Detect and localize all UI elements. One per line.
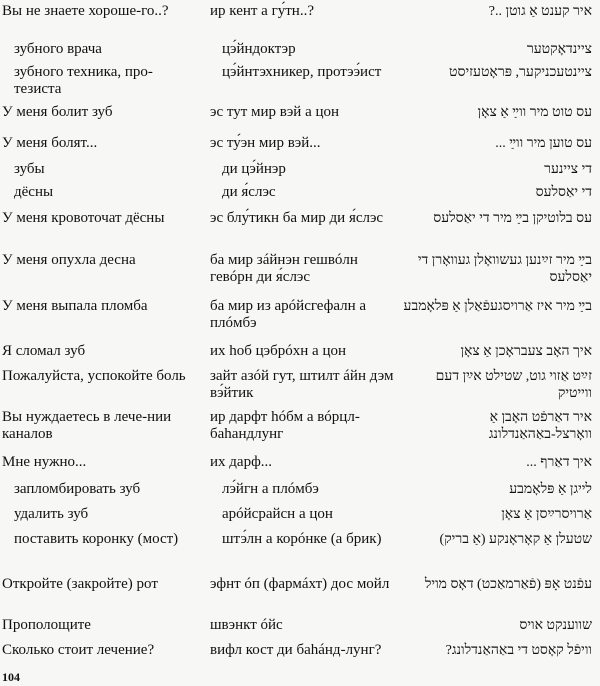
russian-phrase: Вы нуждаетесь в лече-нии каналов — [2, 409, 172, 442]
russian-phrase: У меня болит зуб — [2, 104, 113, 120]
russian-phrase: зубного врача — [14, 41, 102, 57]
transliteration: ир кент а гу́тн..? — [210, 3, 314, 19]
transliteration: ир дарфт hóбм а вóрцл-баhандлунг — [210, 409, 360, 442]
russian-phrase: Я сломал зуб — [2, 343, 86, 359]
yiddish-phrase: וויפֿל קאָסט די באַהאַנדלונג? — [445, 643, 592, 658]
yiddish-phrase: די יאַסלעס — [535, 185, 592, 200]
russian-phrase: Пожалуйста, успокойте боль — [2, 368, 186, 384]
yiddish-phrase: עפֿנט אָפּ (פֿאַרמאַכט) דאָס מויל — [424, 577, 592, 592]
transliteration: арóйсрайсн а цон — [222, 506, 333, 522]
yiddish-phrase: לייגן אַ פּלאָמבע — [509, 482, 592, 497]
transliteration: ба мир из арóйсгефалн а плóмбэ — [210, 298, 367, 331]
russian-phrase: дёсны — [14, 184, 54, 200]
yiddish-phrase: איר דאַרפֿט האָבן אַ וואָרצל-באַהאַנדלונג — [488, 410, 592, 442]
transliteration: эс блу́тикн ба мир ди я́слэс — [210, 210, 384, 226]
russian-phrase: Мне нужно... — [2, 454, 87, 470]
transliteration: их hоб цэбрóхн а цон — [210, 343, 346, 359]
russian-phrase: удалить зуб — [14, 506, 89, 522]
transliteration: лэ́йгн а плóмбэ — [222, 481, 319, 497]
yiddish-phrase: עס בלוטיקן בײַ מיר די יאַסלעס — [433, 211, 592, 226]
yiddish-phrase: איך דאַרף ... — [526, 455, 592, 470]
yiddish-phrase: שווענקט אויס — [519, 618, 592, 633]
russian-phrase: запломбировать зуб — [14, 481, 141, 497]
transliteration: вифл кост ди баháнд-лунг? — [210, 642, 382, 658]
yiddish-phrase: שטעלן אַ קאָראָנקע (אַ בריק) — [439, 532, 592, 547]
russian-phrase: поставить коронку (мост) — [14, 531, 179, 547]
russian-phrase: У меня кровоточат дёсны — [2, 210, 165, 226]
russian-phrase: Прополощите — [2, 617, 91, 633]
yiddish-phrase: בײַ מיר זײַנען געשוואָלן געוואָרן די יאַסלעס — [417, 253, 592, 285]
yiddish-phrase: איך האָב צעבראָכן אַ צאָן — [460, 344, 592, 359]
yiddish-phrase: די ציינער — [544, 162, 592, 177]
transliteration: ба мир зáйнэн гешвóлн гевóрн ди я́слэс — [210, 252, 358, 285]
russian-phrase: У меня опухла десна — [2, 252, 136, 268]
russian-phrase: зубы — [14, 161, 45, 177]
russian-phrase: Откройте (закройте) рот — [2, 576, 158, 592]
transliteration: их дарф... — [210, 454, 273, 470]
page-number: 104 — [2, 670, 20, 684]
transliteration: зайт азóй гут, штилт áйн дэм вэ́йтик — [210, 368, 394, 401]
transliteration: швэнкт óйс — [210, 617, 283, 633]
russian-phrase: У меня выпала пломба — [2, 298, 148, 314]
russian-phrase: У меня болят... — [2, 135, 98, 151]
yiddish-phrase: איר קענט אַ גוטן ..? — [488, 4, 592, 19]
yiddish-phrase: אַרויסרײַסן אַ צאָן — [501, 507, 592, 522]
transliteration: ди я́слэс — [222, 184, 276, 200]
transliteration: цэ́йндоктэр — [222, 41, 296, 57]
transliteration: ди цэ́йнэр — [222, 161, 286, 177]
russian-phrase: Сколько стоит лечение? — [2, 642, 155, 658]
transliteration: эс тут мир вэй а цон — [210, 104, 340, 120]
yiddish-phrase: ציינטעכניקער, פּראָטעזיסט — [449, 65, 592, 80]
transliteration: штэ́лн а корóнке (а брик) — [222, 531, 382, 547]
yiddish-phrase: זײַט אַזוי גוט, שטילט אײַן דעם ווייטיק — [435, 369, 592, 401]
transliteration: цэ́йнтэхникер, протээ́ист — [222, 64, 382, 80]
yiddish-phrase: ציינדאָקטער — [526, 42, 592, 57]
yiddish-phrase: בײַ מיר איז אַרויסגעפֿאַלן אַ פּלאָמבע — [403, 299, 592, 314]
yiddish-phrase: עס טוען מיר ווײַ ... — [495, 136, 592, 151]
transliteration: эфнт óп (фармáхт) дос мойл — [210, 576, 390, 592]
transliteration: эс ту́эн мир вэй... — [210, 135, 321, 151]
russian-phrase: Вы не знаете хороше-го..? — [2, 3, 169, 19]
yiddish-phrase: עס טוט מיר ווײַ אַ צאָן — [477, 105, 592, 120]
russian-phrase: зубного техника, про-тезиста — [14, 64, 153, 97]
